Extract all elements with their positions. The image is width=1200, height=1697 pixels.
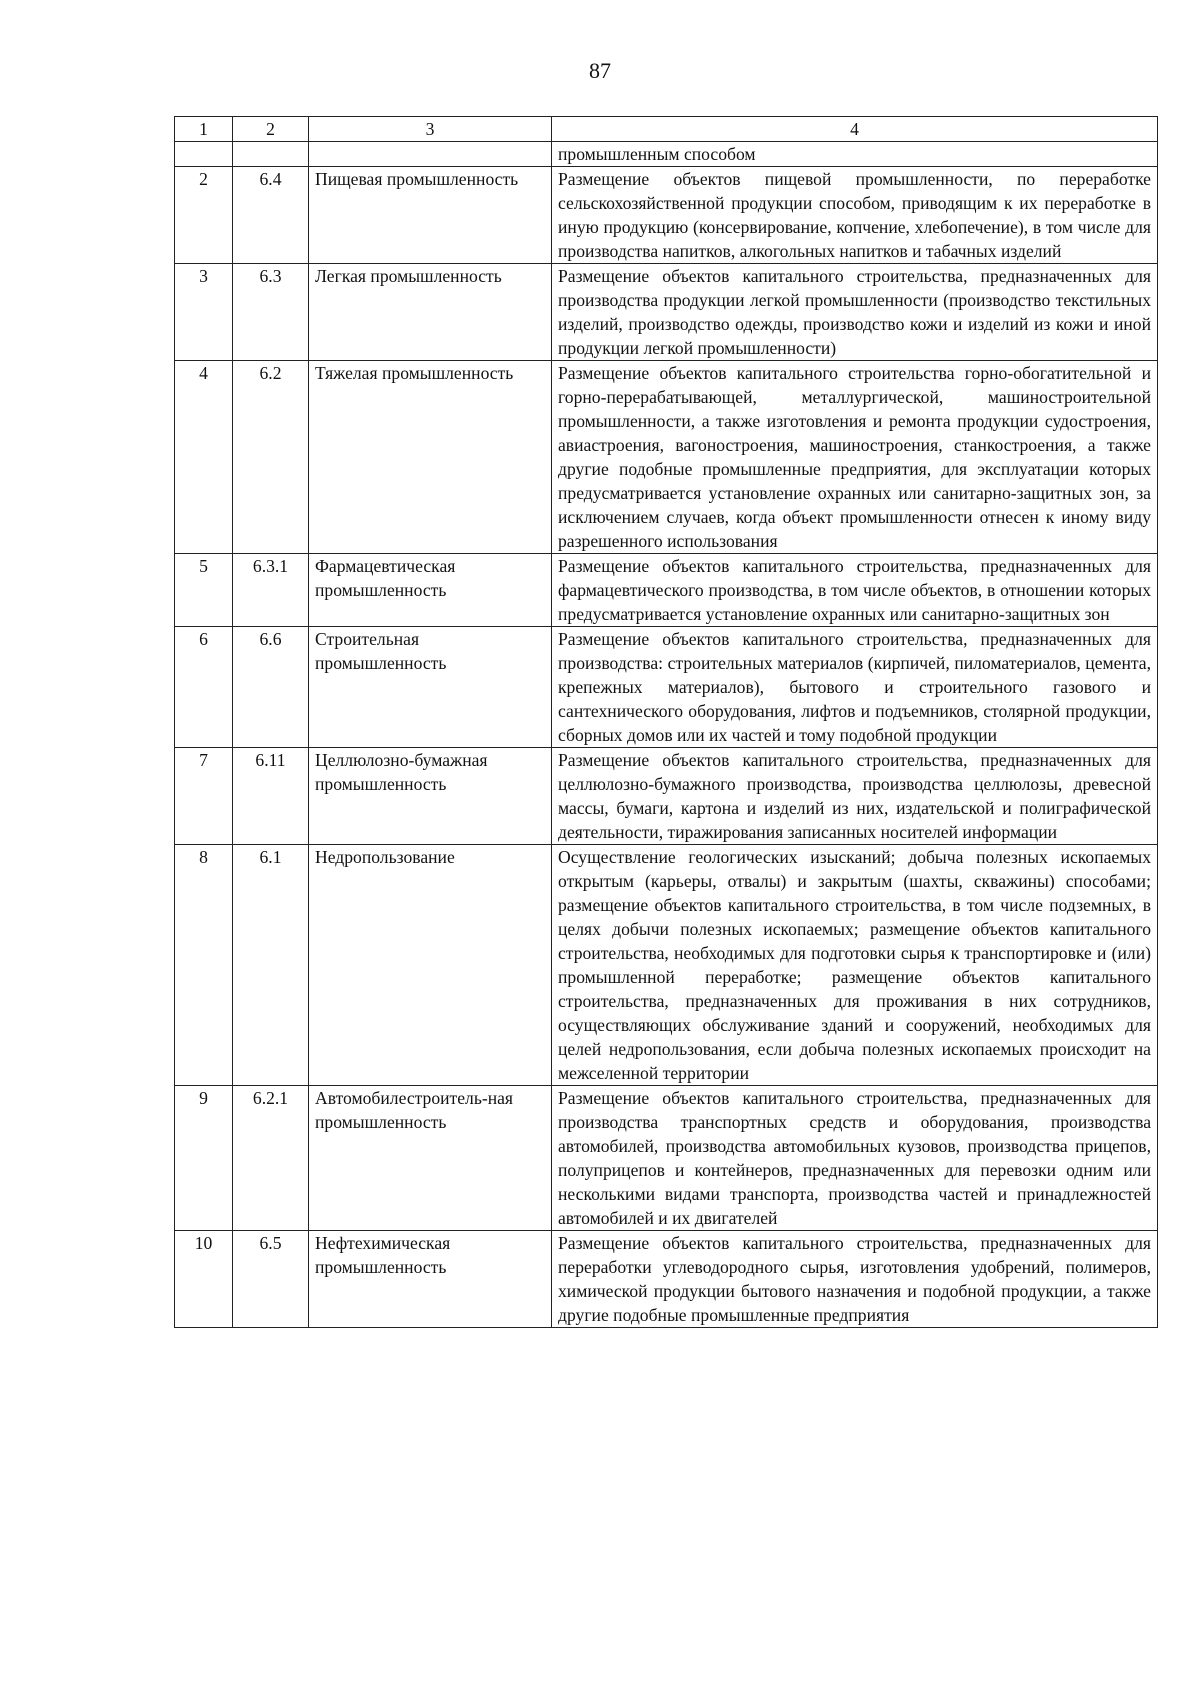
- row-description: Размещение объектов капитального строительства, предназначенных для переработки углеводородного сырья, изготовления удобрений, полимеров, химической продукции бытового назначения и подобной продукции, а также другие подобные промышленные предприятия: [552, 1231, 1158, 1328]
- row-code: 6.3: [233, 264, 309, 361]
- table-row: [175, 1231, 1158, 1328]
- row-code: 6.1: [233, 845, 309, 1086]
- row-description: Размещение объектов капитального строительства, предназначенных для производства продукции легкой промышленности (производство текстильных изделий, производство одежды, производство кожи и изделий из кожи и иной продукции легкой промышленности): [552, 264, 1158, 361]
- continuation-desc-cell: промышленным способом: [552, 142, 1158, 167]
- row-number: 5: [175, 554, 233, 627]
- row-name: Нефтехимическая промышленность: [309, 1231, 552, 1328]
- row-description: Размещение объектов капитального строительства, предназначенных для производства: строительных материалов (кирпичей, пиломатериалов, цемента, крепежных материалов), бытового и строительного газового и сантехнического оборудования, лифтов и подъемников, столярной продукции, сборных домов или их частей и тому подобной продукции: [552, 627, 1158, 748]
- table-row: [175, 627, 1158, 748]
- row-number: 9: [175, 1086, 233, 1231]
- row-name: Строительная промышленность: [309, 627, 552, 748]
- table-row: [175, 845, 1158, 1086]
- land-use-table: [174, 116, 1158, 1328]
- row-description: Размещение объектов пищевой промышленности, по переработке сельскохозяйственной продукции способом, приводящим к их переработке в иную продукцию (консервирование, копчение, хлебопечение), в том числе для производства напитков, алкогольных напитков и табачных изделий: [552, 167, 1158, 264]
- row-name: Недропользование: [309, 845, 552, 1086]
- row-name: Тяжелая промышленность: [309, 361, 552, 554]
- row-number: 8: [175, 845, 233, 1086]
- row-name: Легкая промышленность: [309, 264, 552, 361]
- row-code: 6.4: [233, 167, 309, 264]
- table-row: [175, 361, 1158, 554]
- row-name: Целлюлозно-бумажная промышленность: [309, 748, 552, 845]
- row-description: Размещение объектов капитального строительства, предназначенных для целлюлозно-бумажного производства, производства целлюлозы, древесной массы, бумаги, картона и изделий из них, издательской и полиграфической деятельности, тиражирования записанных носителей информации: [552, 748, 1158, 845]
- row-code: 6.3.1: [233, 554, 309, 627]
- header-cell-2: 2: [233, 117, 309, 142]
- row-number: 3: [175, 264, 233, 361]
- row-number: 7: [175, 748, 233, 845]
- continuation-name-cell: [309, 142, 552, 167]
- row-code: 6.2: [233, 361, 309, 554]
- table-row: [175, 748, 1158, 845]
- row-code: 6.2.1: [233, 1086, 309, 1231]
- row-number: 10: [175, 1231, 233, 1328]
- continuation-num-cell: [175, 142, 233, 167]
- continuation-row: [175, 142, 1158, 167]
- row-number: 6: [175, 627, 233, 748]
- row-description: Размещение объектов капитального строительства, предназначенных для производства транспортных средств и оборудования, производства автомобилей, производства автомобильных кузовов, производства прицепов, полуприцепов и контейнеров, предназначенных для перевозки одним или несколькими видами транспорта, производства частей и принадлежностей автомобилей и их двигателей: [552, 1086, 1158, 1231]
- header-cell-3: 3: [309, 117, 552, 142]
- table-row: [175, 167, 1158, 264]
- continuation-code-cell: [233, 142, 309, 167]
- row-number: 2: [175, 167, 233, 264]
- row-code: 6.5: [233, 1231, 309, 1328]
- table-row: [175, 264, 1158, 361]
- row-name: Пищевая промышленность: [309, 167, 552, 264]
- row-code: 6.6: [233, 627, 309, 748]
- row-code: 6.11: [233, 748, 309, 845]
- table-row: [175, 554, 1158, 627]
- header-cell-4: 4: [552, 117, 1158, 142]
- row-number: 4: [175, 361, 233, 554]
- row-description: Осуществление геологических изысканий; добыча полезных ископаемых открытым (карьеры, отвалы) и закрытым (шахты, скважины) способами; размещение объектов капитального строительства, в том числе подземных, в целях добычи полезных ископаемых; размещение объектов капитального строительства, необходимых для подготовки сырья к транспортировке и (или) промышленной переработке; размещение объектов капитального строительства, предназначенных для проживания в них сотрудников, осуществляющих обслуживание зданий и сооружений, необходимых для целей недропользования, если добыча полезных ископаемых происходит на межселенной территории: [552, 845, 1158, 1086]
- table-row: [175, 1086, 1158, 1231]
- row-name: Автомобилестроитель-ная промышленность: [309, 1086, 552, 1231]
- row-description: Размещение объектов капитального строительства горно-обогатительной и горно-перерабатывающей, металлургической, машиностроительной промышленности, а также изготовления и ремонта продукции судостроения, авиастроения, вагоностроения, машиностроения, станкостроения, а также другие подобные промышленные предприятия, для эксплуатации которых предусматривается установление охранных или санитарно-защитных зон, за исключением случаев, когда объект промышленности отнесен к иному виду разрешенного использования: [552, 361, 1158, 554]
- header-row: [175, 117, 1158, 142]
- header-cell-1: 1: [175, 117, 233, 142]
- row-name: Фармацевтическая промышленность: [309, 554, 552, 627]
- row-description: Размещение объектов капитального строительства, предназначенных для фармацевтического производства, в том числе объектов, в отношении которых предусматривается установление охранных или санитарно-защитных зон: [552, 554, 1158, 627]
- page-number: 87: [589, 58, 611, 83]
